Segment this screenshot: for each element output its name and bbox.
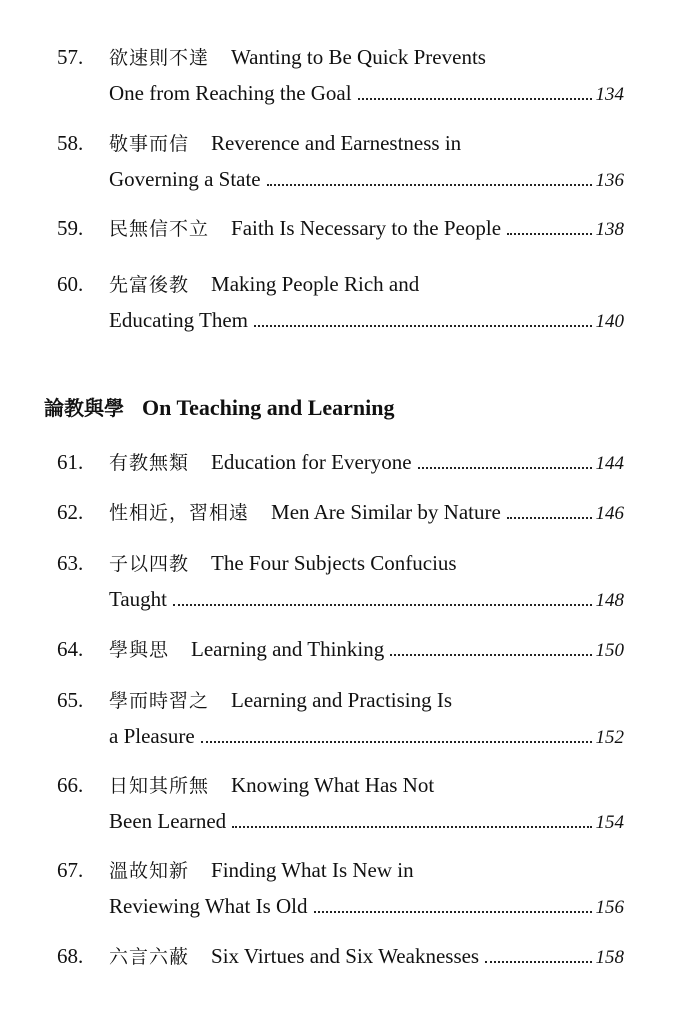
entry-english-title: Six Virtues and Six Weaknesses — [211, 944, 480, 968]
entry-title-line — [109, 768, 624, 802]
entry-chinese-title: 學與思 — [109, 639, 170, 661]
entry-chinese-title: 六言六蔽 — [109, 946, 190, 968]
page-number: 156 — [595, 897, 624, 918]
dot-leader — [201, 740, 592, 743]
entry-chinese-title: 先富後教 — [109, 274, 190, 296]
dot-leader — [232, 825, 591, 828]
page-number: 148 — [595, 590, 624, 611]
page-number: 138 — [595, 219, 624, 240]
entry-leader-line — [109, 804, 624, 838]
entry-title-line — [109, 853, 624, 887]
entry-number: 65. — [57, 688, 84, 712]
entry-english-title-cont: Reviewing What Is Old — [109, 894, 308, 918]
entry-number: 59. — [57, 216, 84, 240]
entry-title-line — [109, 546, 624, 580]
page-number: 140 — [595, 311, 624, 332]
entry-chinese-title: 子以四教 — [109, 553, 190, 575]
dot-leader — [507, 516, 592, 519]
entry-chinese-title: 有教無類 — [109, 452, 190, 474]
entry-number: 60. — [57, 272, 84, 296]
entry-english-title-cont: Taught — [109, 587, 168, 611]
entry-english-title-cont: Governing a State — [109, 167, 261, 191]
entry-number: 63. — [57, 551, 84, 575]
entry-chinese-title: 民無信不立 — [109, 218, 210, 240]
entry-leader-line — [109, 76, 624, 110]
entry-leader-line — [109, 162, 624, 196]
entry-english-title-cont: One from Reaching the Goal — [109, 81, 352, 105]
entry-title-line — [109, 267, 624, 301]
entry-english-title: Faith Is Necessary to the People — [231, 216, 502, 240]
entry-english-title: Making People Rich and — [211, 272, 420, 296]
dot-leader — [173, 603, 591, 606]
entry-number: 61. — [57, 450, 84, 474]
dot-leader — [390, 653, 591, 656]
entry-number: 62. — [57, 500, 84, 524]
entry-title-line — [109, 40, 624, 74]
page-number: 152 — [595, 727, 624, 748]
entry-chinese-title: 性相近，習相遠 — [109, 502, 250, 524]
entry-leader-line — [109, 495, 624, 529]
entry-chinese-title: 溫故知新 — [109, 860, 190, 882]
entry-english-title: Reverence and Earnestness in — [211, 131, 462, 155]
entry-chinese-title: 欲速則不達 — [109, 47, 210, 69]
dot-leader — [358, 97, 592, 100]
entry-leader-line — [109, 582, 624, 616]
entry-english-title-cont: Been Learned — [109, 809, 227, 833]
entry-english-title: Knowing What Has Not — [231, 773, 435, 797]
dot-leader — [254, 324, 592, 327]
entry-english-title: Learning and Practising Is — [231, 688, 453, 712]
entry-english-title: The Four Subjects Confucius — [211, 551, 457, 575]
entry-english-title: Finding What Is New in — [211, 858, 414, 882]
entry-leader-line — [109, 889, 624, 923]
entry-leader-line — [109, 211, 624, 245]
entry-leader-line — [109, 445, 624, 479]
entry-english-title: Learning and Thinking — [191, 637, 385, 661]
page-number: 144 — [595, 453, 624, 474]
section-english-title: On Teaching and Learning — [142, 395, 395, 420]
entry-chinese-title: 敬事而信 — [109, 133, 190, 155]
entry-english-title-cont: Educating Them — [109, 308, 248, 332]
entry-title-line — [109, 683, 624, 717]
dot-leader — [418, 466, 592, 469]
entry-chinese-title: 日知其所無 — [109, 775, 210, 797]
entry-number: 68. — [57, 944, 84, 968]
entry-leader-line — [109, 719, 624, 753]
page-number: 154 — [595, 812, 624, 833]
page-number: 136 — [595, 170, 624, 191]
entry-chinese-title: 學而時習之 — [109, 690, 210, 712]
entry-english-title: Men Are Similar by Nature — [271, 500, 501, 524]
dot-leader — [314, 910, 592, 913]
page-number: 150 — [595, 640, 624, 661]
entry-number: 58. — [57, 131, 84, 155]
entry-english-title-cont: a Pleasure — [109, 724, 195, 748]
dot-leader — [485, 960, 591, 963]
dot-leader — [507, 232, 591, 235]
dot-leader — [267, 183, 592, 186]
entry-number: 66. — [57, 773, 84, 797]
section-chinese-title: 論教與學 — [44, 396, 124, 420]
entry-number: 57. — [57, 45, 84, 69]
page-number: 158 — [595, 947, 624, 968]
entry-english-title: Wanting to Be Quick Prevents — [231, 45, 486, 69]
entry-title-line — [109, 126, 624, 160]
entry-english-title: Education for Everyone — [211, 450, 412, 474]
entry-number: 67. — [57, 858, 84, 882]
entry-number: 64. — [57, 637, 84, 661]
entry-leader-line — [109, 632, 624, 666]
entry-leader-line — [109, 303, 624, 337]
section-heading — [44, 392, 394, 424]
page-number: 146 — [595, 503, 624, 524]
page-number: 134 — [595, 84, 624, 105]
entry-leader-line — [109, 939, 624, 973]
